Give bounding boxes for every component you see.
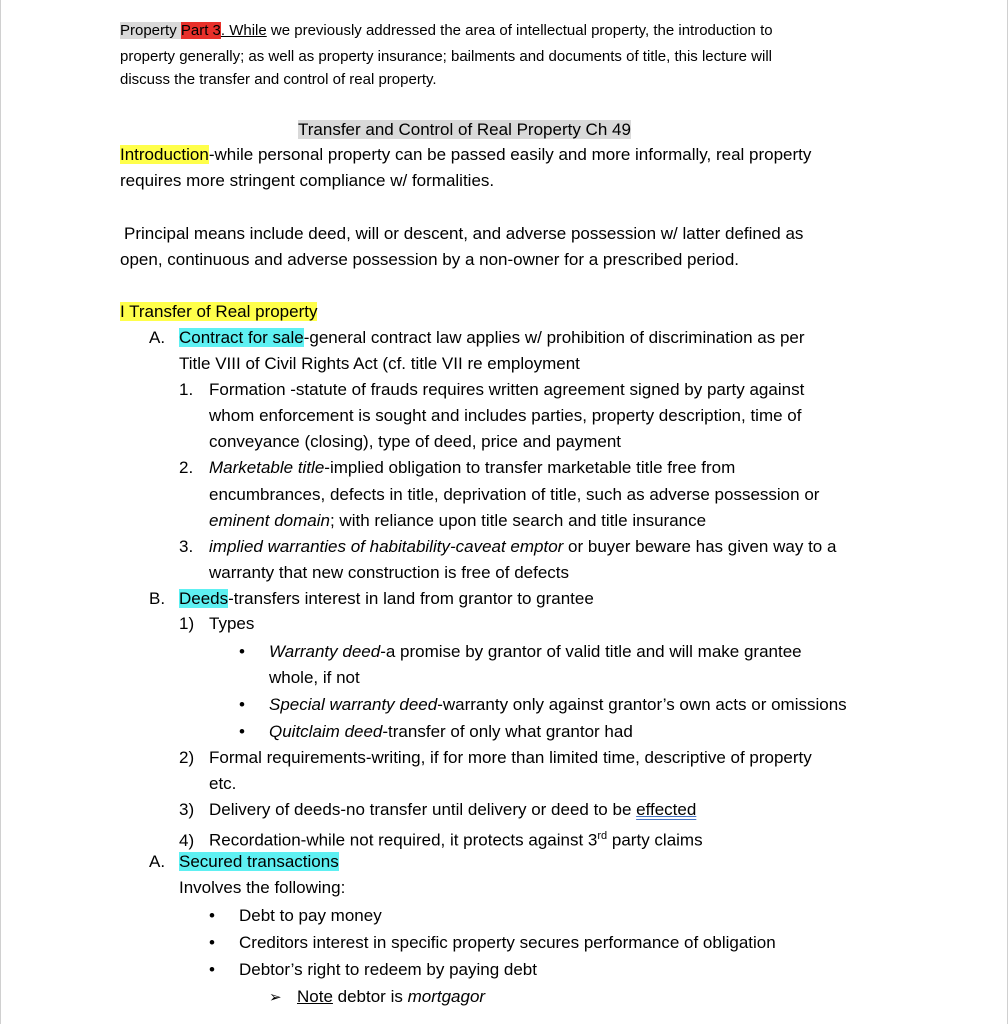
- marketable-line-3-rest: ; with reliance upon title search and title insurance: [329, 511, 707, 530]
- contract-for-sale-line-1: [149, 325, 805, 351]
- quitclaim-rest: -transfer of only what grantor had: [382, 722, 633, 741]
- contract-line-1-rest: -general contract law applies w/ prohibition of discrimination as per: [303, 328, 805, 347]
- secured-bullet-2-text: Creditors interest in specific property secures performance of obligation: [239, 933, 776, 952]
- introduction-label: Introduction: [120, 145, 209, 164]
- marketable-line-2: encumbrances, defects in title, deprivation of title, such as adverse possession or: [209, 485, 820, 504]
- intro-line-1: [120, 18, 773, 44]
- formal-text-1: Formal requirements-writing, if for more than limited time, descriptive of property: [209, 748, 812, 767]
- introduction-line-2: requires more stringent compliance w/ formalities.: [120, 171, 495, 190]
- recordation-num: 4): [179, 830, 195, 850]
- warranties-term: implied warranties of habitability-caveat emptor: [209, 537, 564, 556]
- intro-line-2: property generally; as well as property insurance; bailments and documents of title, this lecture will: [120, 48, 772, 65]
- recordation-text-2: party claims: [607, 830, 703, 850]
- recordation-sup: rd: [597, 830, 608, 842]
- bullet-icon: •: [209, 933, 215, 952]
- formal-requirements-line-2: etc.: [209, 774, 237, 793]
- bullet-icon: •: [239, 642, 245, 661]
- introduction-line-1-rest: -while personal property can be passed easily and more informally, real property: [208, 145, 812, 164]
- bullet-icon: •: [239, 722, 245, 741]
- contract-line-2: Title VIII of Civil Rights Act (cf. title VII re employment: [179, 354, 580, 373]
- formation-line-2: whom enforcement is sought and includes parties, property description, time of: [209, 406, 802, 425]
- bullet-icon: •: [239, 695, 245, 714]
- recordation-text: Recordation-while not required, it protects against 3: [209, 830, 598, 850]
- formation-line-3: conveyance (closing), type of deed, price and payment: [209, 432, 622, 451]
- heading-text: Transfer and Control of Real Property Ch 49: [298, 120, 631, 139]
- secured-transactions-line: [149, 849, 339, 875]
- special-warranty-term: Special warranty deed: [269, 695, 438, 714]
- warranties-num: 3.: [179, 537, 194, 556]
- part-label: Part 3: [180, 22, 221, 39]
- special-warranty-deed-line: [239, 692, 847, 718]
- formal-requirements-line-1: [179, 745, 812, 771]
- deeds-label: Deeds: [179, 589, 229, 608]
- types-line: [179, 611, 254, 637]
- types-label: Types: [209, 614, 255, 633]
- warranties-line-1: [179, 534, 836, 560]
- deeds-letter: B.: [149, 589, 166, 608]
- principal-line-2: open, continuous and adverse possession by a non-owner for a prescribed period.: [120, 250, 739, 269]
- intro-prefix: Property: [120, 22, 181, 39]
- note-line: [269, 984, 485, 1011]
- marketable-line-3: [209, 508, 706, 534]
- secured-bullet-3-text: Debtor’s right to redeem by paying debt: [239, 960, 537, 979]
- formation-line-1: [179, 377, 804, 403]
- note-text: debtor is: [332, 987, 408, 1006]
- involves-line: Involves the following:: [179, 878, 346, 897]
- marketable-num: 2.: [179, 458, 194, 477]
- while-word: . While: [220, 22, 267, 39]
- bullet-icon: •: [209, 960, 215, 979]
- mortgagor-term: mortgagor: [407, 987, 486, 1006]
- secured-bullet-1-text: Debt to pay money: [239, 906, 382, 925]
- page-heading: [298, 117, 631, 143]
- note-label: Note: [297, 987, 333, 1006]
- delivery-line: [179, 797, 696, 823]
- section-title-text: I Transfer of Real property: [120, 302, 318, 321]
- marketable-title-line-1: [179, 455, 735, 481]
- secured-bullet-1: [209, 903, 382, 929]
- secured-label: Secured transactions: [179, 852, 339, 871]
- special-warranty-rest: -warranty only against grantor’s own acts or omissions: [437, 695, 847, 714]
- marketable-term: Marketable title: [209, 458, 325, 477]
- delivery-num: 3): [179, 800, 195, 819]
- intro-line-1-rest: we previously addressed the area of intellectual property, the introduction to: [266, 22, 773, 39]
- secured-bullet-3: [209, 957, 537, 983]
- warranties-line-1-rest: or buyer beware has given way to a: [563, 537, 837, 556]
- warranties-line-2: warranty that new construction is free of defects: [209, 563, 570, 582]
- quitclaim-term: Quitclaim deed: [269, 722, 383, 741]
- bullet-icon: •: [209, 906, 215, 925]
- deeds-line-1-rest: -transfers interest in land from grantor to grantee: [228, 589, 594, 608]
- warranty-deed-line-2: whole, if not: [269, 668, 360, 687]
- formation-text-1: Formation -statute of frauds requires written agreement signed by party against: [209, 380, 805, 399]
- introduction-line-1: [120, 142, 811, 168]
- secured-letter: A.: [149, 852, 166, 871]
- principal-line-1: Principal means include deed, will or descent, and adverse possession w/ latter defined as: [124, 224, 804, 243]
- arrow-bullet-icon: ➢: [269, 989, 282, 1006]
- eminent-domain-term: eminent domain: [209, 511, 330, 530]
- delivery-text: Delivery of deeds-no transfer until delivery or deed to be: [209, 800, 637, 819]
- contract-letter: A.: [149, 328, 166, 347]
- section-title: [120, 299, 317, 325]
- warranty-deed-term: Warranty deed: [269, 642, 381, 661]
- formation-num: 1.: [179, 380, 194, 399]
- formal-num: 2): [179, 748, 195, 767]
- warranty-deed-line-1: [239, 639, 802, 665]
- intro-line-3: discuss the transfer and control of real property.: [120, 71, 437, 88]
- types-num: 1): [179, 614, 195, 633]
- contract-label: Contract for sale: [179, 328, 304, 347]
- quitclaim-deed-line: [239, 719, 633, 745]
- deeds-line-1: [149, 586, 594, 612]
- secured-bullet-2: [209, 930, 776, 956]
- marketable-line-1-rest: -implied obligation to transfer marketable title free from: [324, 458, 736, 477]
- warranty-deed-rest: -a promise by grantor of valid title and will make grantee: [380, 642, 802, 661]
- effected-word: effected: [636, 800, 697, 819]
